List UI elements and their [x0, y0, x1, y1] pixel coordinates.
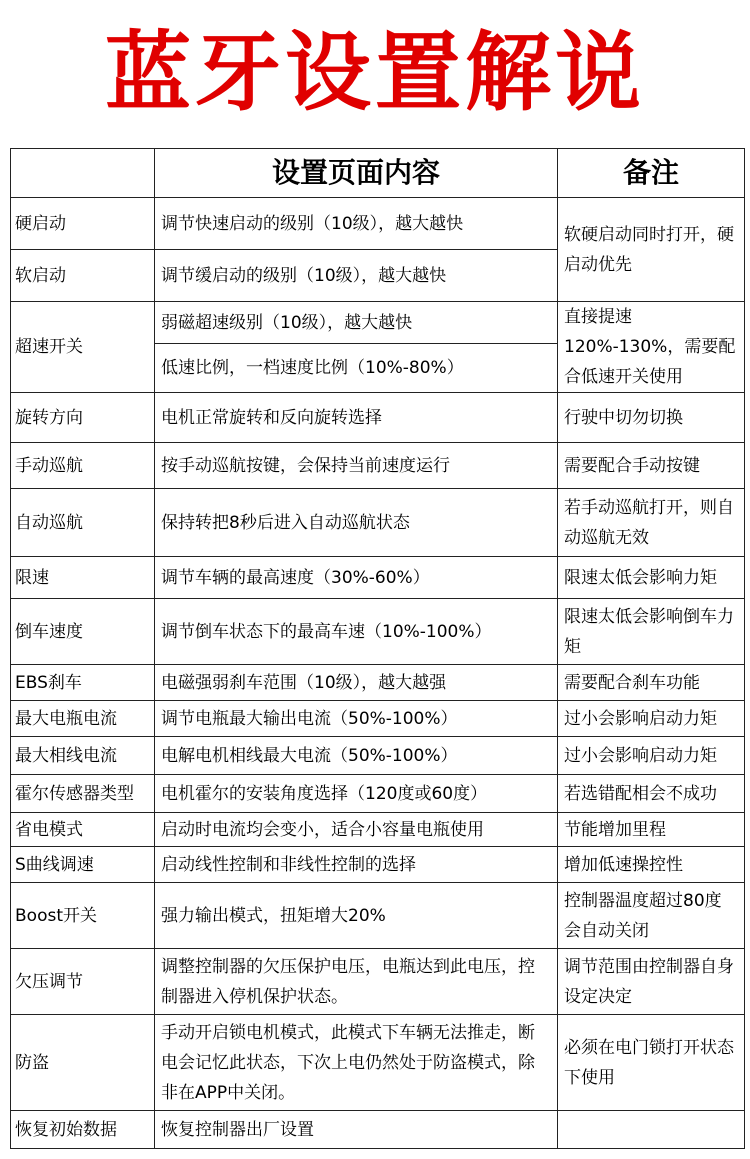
row-name: 霍尔传感器类型 [11, 775, 155, 813]
row-note: 控制器温度超过80度会自动关闭 [558, 883, 745, 949]
table-row [11, 489, 745, 557]
row-note: 限速太低会影响倒车力矩 [558, 599, 745, 665]
row-note: 若选错配相会不成功 [558, 775, 745, 813]
row-name: S曲线调速 [11, 847, 155, 883]
table-row [11, 847, 745, 883]
table-row [11, 665, 745, 701]
table-row [11, 443, 745, 489]
row-content: 启动时电流均会变小，适合小容量电瓶使用 [155, 813, 558, 847]
row-name: 限速 [11, 557, 155, 599]
row-content: 电解电机相线最大电流（50%-100%） [155, 737, 558, 775]
header-note: 备注 [558, 149, 745, 198]
row-name: 自动巡航 [11, 489, 155, 557]
row-note: 软硬启动同时打开，硬启动优先 [558, 198, 745, 302]
settings-table [10, 148, 745, 1149]
row-content: 启动线性控制和非线性控制的选择 [155, 847, 558, 883]
row-content: 调节车辆的最高速度（30%-60%） [155, 557, 558, 599]
row-content: 电磁强弱刹车范围（10级），越大越强 [155, 665, 558, 701]
table-row [11, 302, 745, 344]
row-content: 保持转把8秒后进入自动巡航状态 [155, 489, 558, 557]
row-name: 手动巡航 [11, 443, 155, 489]
row-content: 弱磁超速级别（10级），越大越快 [155, 302, 558, 344]
row-note: 过小会影响启动力矩 [558, 737, 745, 775]
row-name: 旋转方向 [11, 393, 155, 443]
row-name: 硬启动 [11, 198, 155, 250]
table-row [11, 701, 745, 737]
row-note [558, 1111, 745, 1149]
row-content: 调整控制器的欠压保护电压，电瓶达到此电压，控制器进入停机保护状态。 [155, 949, 558, 1015]
row-content: 恢复控制器出厂设置 [155, 1111, 558, 1149]
row-name: 最大相线电流 [11, 737, 155, 775]
page-title: 蓝牙设置解说 [105, 23, 645, 123]
table-row [11, 1111, 745, 1149]
row-name: 欠压调节 [11, 949, 155, 1015]
row-content: 强力输出模式，扭矩增大20% [155, 883, 558, 949]
row-note: 若手动巡航打开，则自动巡航无效 [558, 489, 745, 557]
row-content: 手动开启锁电机模式，此模式下车辆无法推走，断电会记忆此状态，下次上电仍然处于防盗模式，除非在APP中关闭。 [155, 1015, 558, 1111]
table-row [11, 393, 745, 443]
table-row [11, 557, 745, 599]
row-note: 节能增加里程 [558, 813, 745, 847]
header-blank [11, 149, 155, 198]
row-content: 调节快速启动的级别（10级），越大越快 [155, 198, 558, 250]
row-note: 必须在电门锁打开状态下使用 [558, 1015, 745, 1111]
row-name: 超速开关 [11, 302, 155, 393]
row-name: 最大电瓶电流 [11, 701, 155, 737]
row-note: 需要配合手动按键 [558, 443, 745, 489]
row-note: 过小会影响启动力矩 [558, 701, 745, 737]
table-row [11, 737, 745, 775]
row-name: Boost开关 [11, 883, 155, 949]
row-note: 限速太低会影响力矩 [558, 557, 745, 599]
row-content: 按手动巡航按键，会保持当前速度运行 [155, 443, 558, 489]
table-row [11, 883, 745, 949]
row-content: 调节倒车状态下的最高车速（10%-100%） [155, 599, 558, 665]
table-row [11, 775, 745, 813]
table-row [11, 1015, 745, 1111]
row-note: 增加低速操控性 [558, 847, 745, 883]
header-content: 设置页面内容 [155, 149, 558, 198]
row-note: 需要配合刹车功能 [558, 665, 745, 701]
table-row [11, 813, 745, 847]
row-content: 调节电瓶最大输出电流（50%-100%） [155, 701, 558, 737]
table-row [11, 599, 745, 665]
table-header-row [11, 149, 745, 198]
row-name: 软启动 [11, 250, 155, 302]
row-name: 恢复初始数据 [11, 1111, 155, 1149]
row-content: 低速比例，一档速度比例（10%-80%） [155, 344, 558, 393]
row-name: 防盗 [11, 1015, 155, 1111]
row-name: 省电模式 [11, 813, 155, 847]
row-content: 电机正常旋转和反向旋转选择 [155, 393, 558, 443]
row-content: 调节缓启动的级别（10级），越大越快 [155, 250, 558, 302]
row-note: 行驶中切勿切换 [558, 393, 745, 443]
row-name: EBS刹车 [11, 665, 155, 701]
row-content: 电机霍尔的安装角度选择（120度或60度） [155, 775, 558, 813]
table-row [11, 949, 745, 1015]
row-note: 调节范围由控制器自身设定决定 [558, 949, 745, 1015]
table-row [11, 198, 745, 250]
row-name: 倒车速度 [11, 599, 155, 665]
row-note: 直接提速120%-130%，需要配合低速开关使用 [558, 302, 745, 393]
